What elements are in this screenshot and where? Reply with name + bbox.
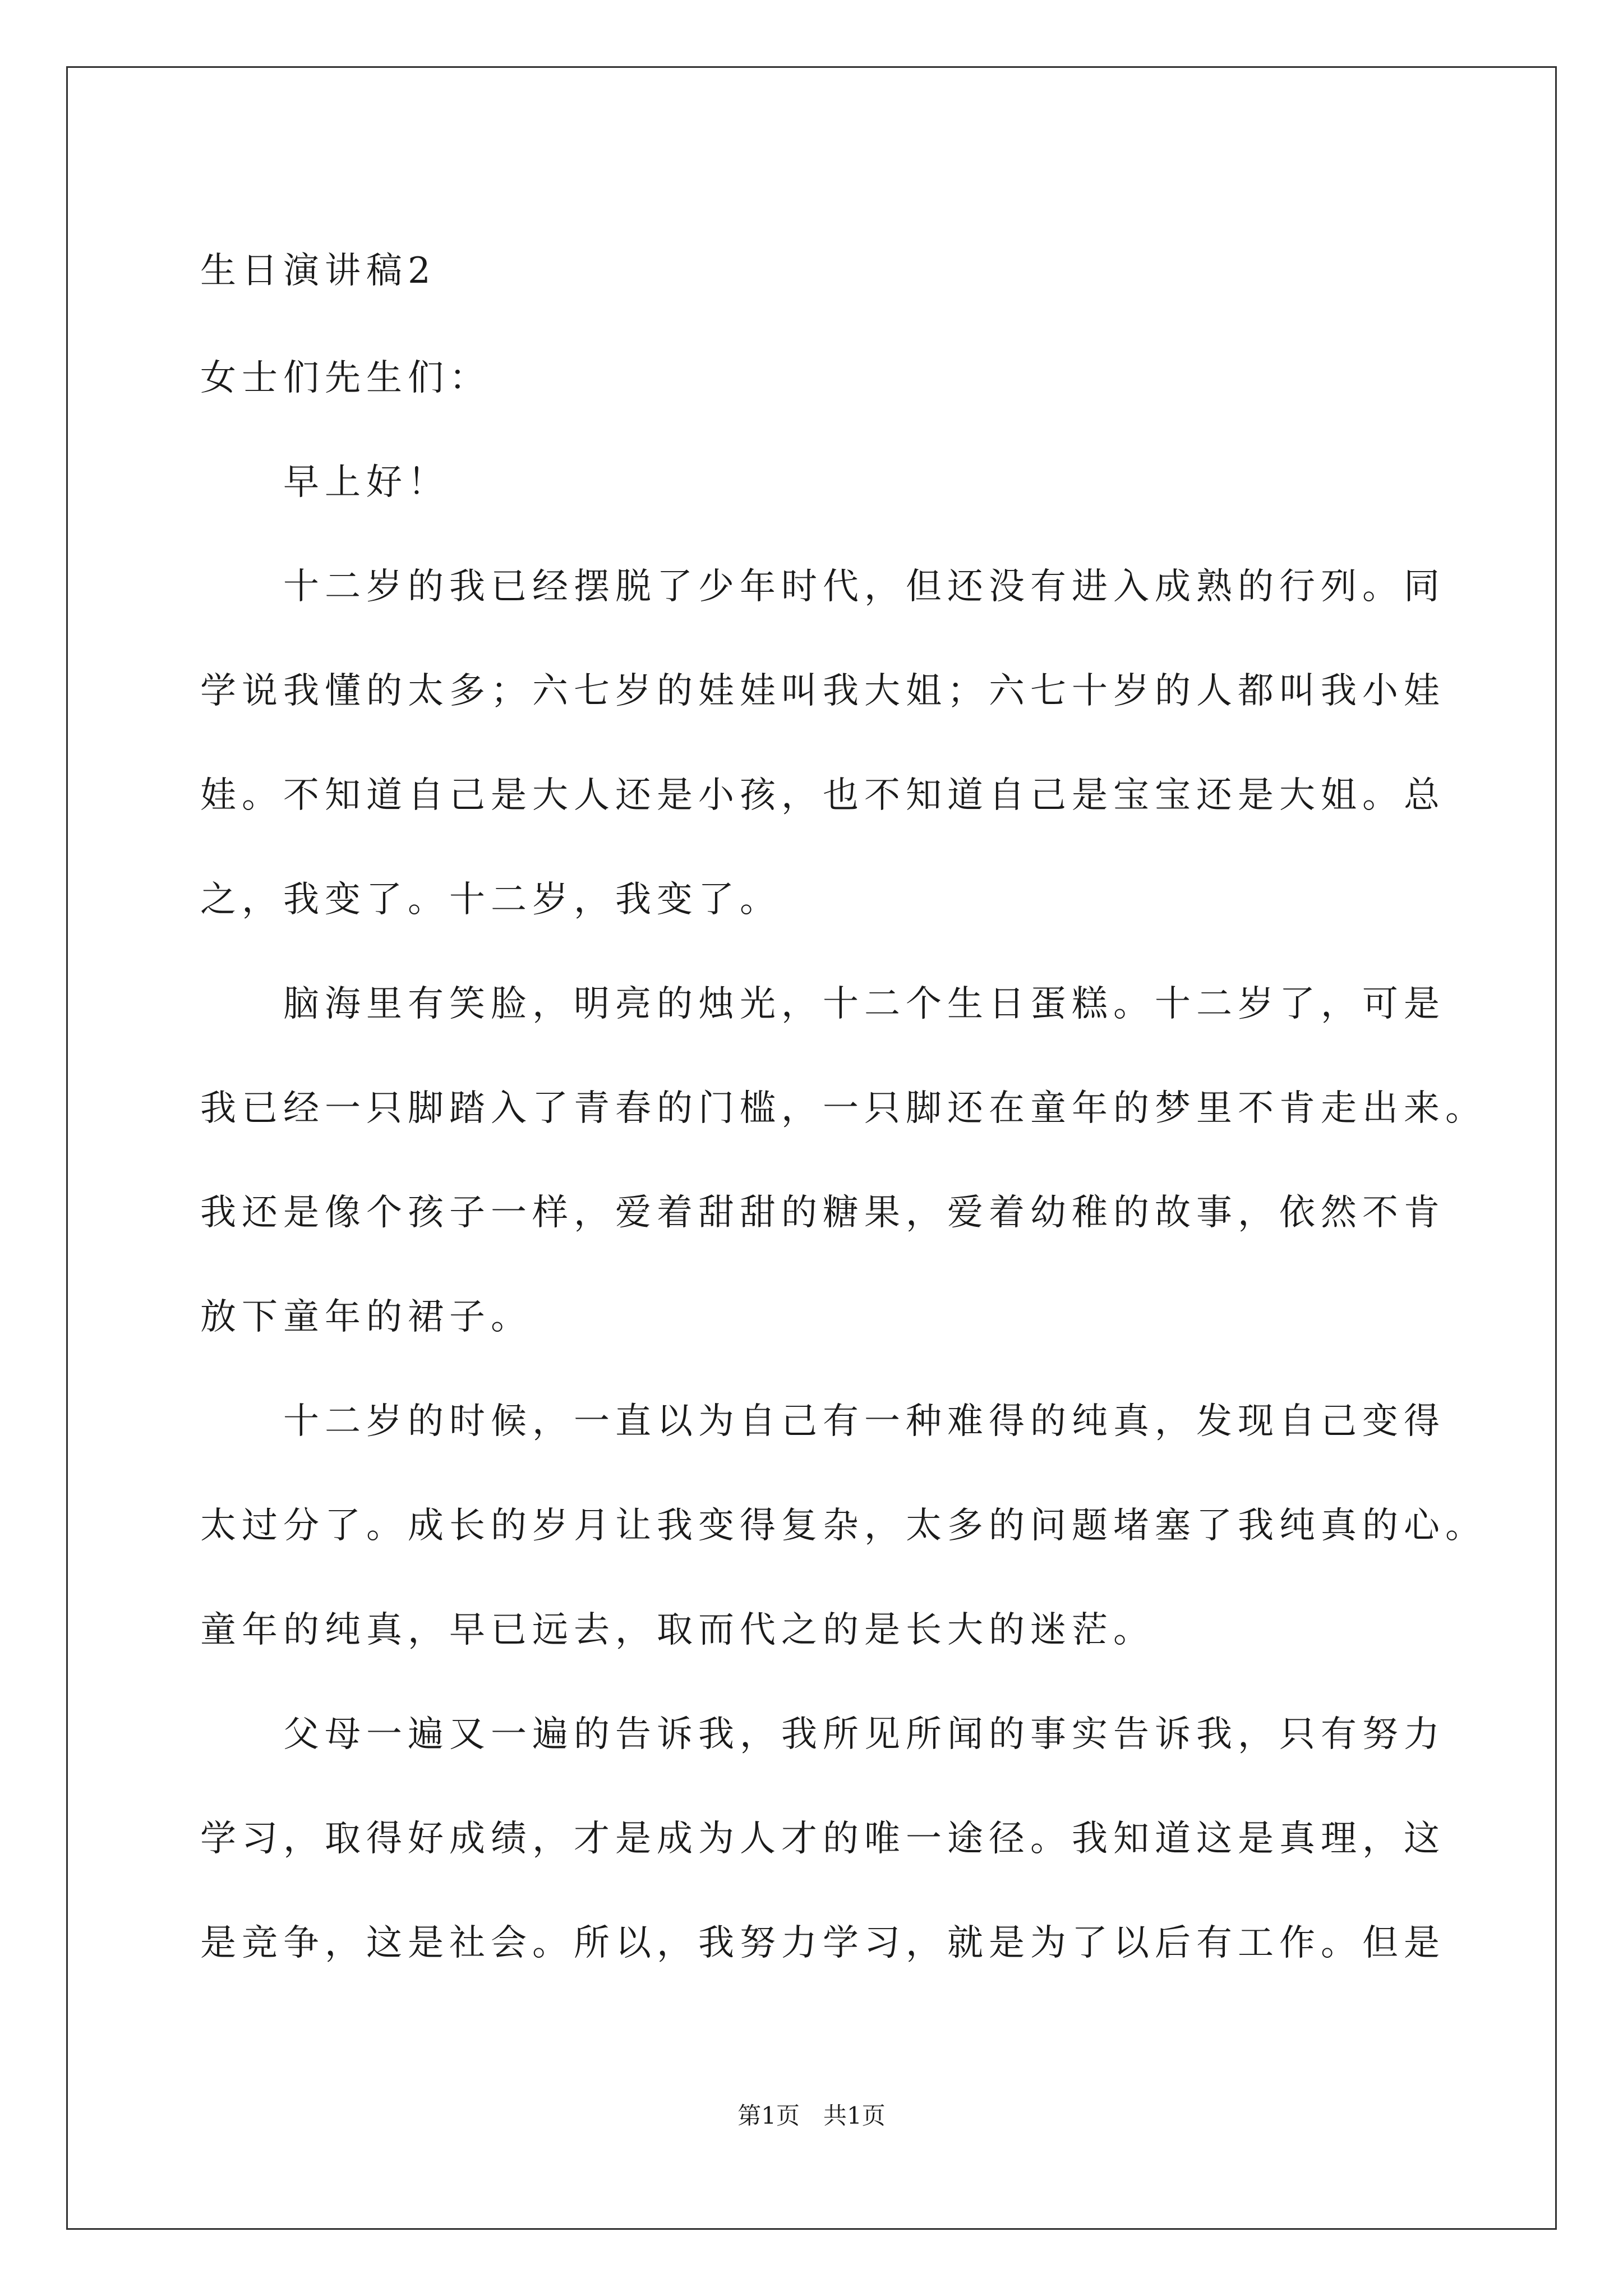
paragraph-line: 早上好！	[283, 462, 449, 503]
paragraph-line: 太过分了。成长的岁月让我变得复杂，太多的问题堵塞了我纯真的心。	[200, 1505, 1487, 1547]
salutation: 女士们先生们：	[200, 357, 491, 399]
paragraph-line: 我已经一只脚踏入了青春的门槛，一只脚还在童年的梦里不肯走出来。	[200, 1088, 1487, 1129]
paragraph-line: 学习，取得好成绩，才是成为人才的唯一途径。我知道这是真理，这	[200, 1818, 1445, 1860]
paragraph-line: 学说我懂的太多；六七岁的娃娃叫我大姐；六七十岁的人都叫我小娃	[200, 670, 1445, 712]
document-body	[200, 219, 1487, 1995]
paragraph-1	[200, 535, 1445, 952]
paragraph-line: 十二岁的时候，一直以为自己有一种难得的纯真，发现自己变得	[283, 1401, 1445, 1442]
paragraph-line: 脑海里有笑脸，明亮的烛光，十二个生日蛋糕。十二岁了，可是	[283, 983, 1445, 1025]
paragraph-line: 娃。不知道自己是大人还是小孩，也不知道自己是宝宝还是大姐。总	[200, 775, 1445, 816]
paragraph-2	[200, 952, 1487, 1369]
paragraph-line: 童年的纯真，早已远去，取而代之的是长大的迷茫。	[200, 1609, 1155, 1651]
document-title: 生日演讲稿2	[200, 250, 436, 292]
paragraph-line: 我还是像个孩子一样，爱着甜甜的糖果，爱着幼稚的故事，依然不肯	[200, 1192, 1445, 1234]
paragraph-greeting	[200, 430, 1434, 535]
paragraph-line: 之，我变了。十二岁，我变了。	[200, 879, 781, 921]
paragraph-line: 是竞争，这是社会。所以，我努力学习，就是为了以后有工作。但是	[200, 1922, 1445, 1964]
page-number-footer: 第1页 共1页	[737, 2102, 886, 2129]
paragraph-3	[200, 1369, 1487, 1682]
paragraph-line: 放下童年的裙子。	[200, 1296, 532, 1338]
paragraph-4	[200, 1682, 1445, 1995]
paragraph-line: 十二岁的我已经摆脱了少年时代，但还没有进入成熟的行列。同	[283, 566, 1445, 608]
paragraph-line: 父母一遍又一遍的告诉我，我所见所闻的事实告诉我，只有努力	[283, 1714, 1445, 1755]
